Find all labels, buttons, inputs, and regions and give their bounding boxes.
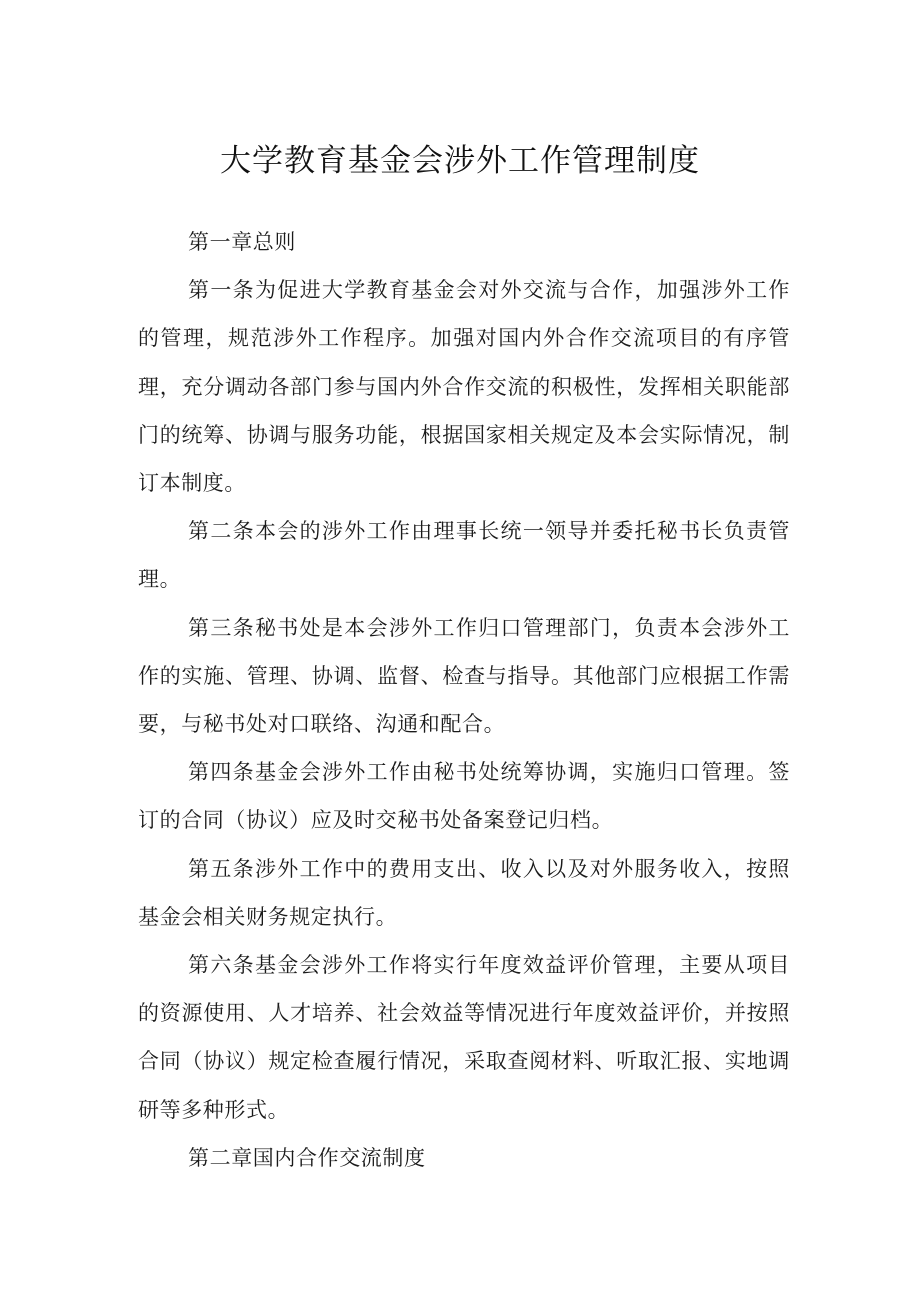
article-paragraph: 第六条基金会涉外工作将实行年度效益评价管理，主要从项目的资源使用、人才培养、社会效益等情况进行年度效益评价，并按照合同（协议）规定检查履行情况，采取查阅材料、听取汇报、实地调研等多种形式。 — [138, 953, 790, 1122]
chapter-heading: 第一章总则 — [188, 230, 296, 254]
article-paragraph: 第三条秘书处是本会涉外工作归口管理部门，负责本会涉外工作的实施、管理、协调、监督、检查与指导。其他部门应根据工作需要，与秘书处对口联络、沟通和配合。 — [138, 615, 790, 737]
article-paragraph: 第四条基金会涉外工作由秘书处统筹协调，实施归口管理。签订的合同（协议）应及时交秘书处备案登记归档。 — [138, 760, 790, 833]
article-paragraph: 第二条本会的涉外工作由理事长统一领导并委托秘书长负责管理。 — [138, 519, 790, 592]
article-paragraph: 第五条涉外工作中的费用支出、收入以及对外服务收入，按照基金会相关财务规定执行。 — [138, 856, 790, 929]
document-body — [138, 218, 790, 1182]
article-paragraph: 第一条为促进大学教育基金会对外交流与合作，加强涉外工作的管理，规范涉外工作程序。加强对国内外合作交流项目的有序管理，充分调动各部门参与国内外合作交流的积极性，发挥相关职能部门的统筹、协调与服务功能，根据国家相关规定及本会实际情况，制订本制度。 — [138, 278, 790, 496]
chapter-heading: 第二章国内合作交流制度 — [188, 1145, 426, 1170]
document-title: 大学教育基金会涉外工作管理制度 — [220, 143, 700, 179]
